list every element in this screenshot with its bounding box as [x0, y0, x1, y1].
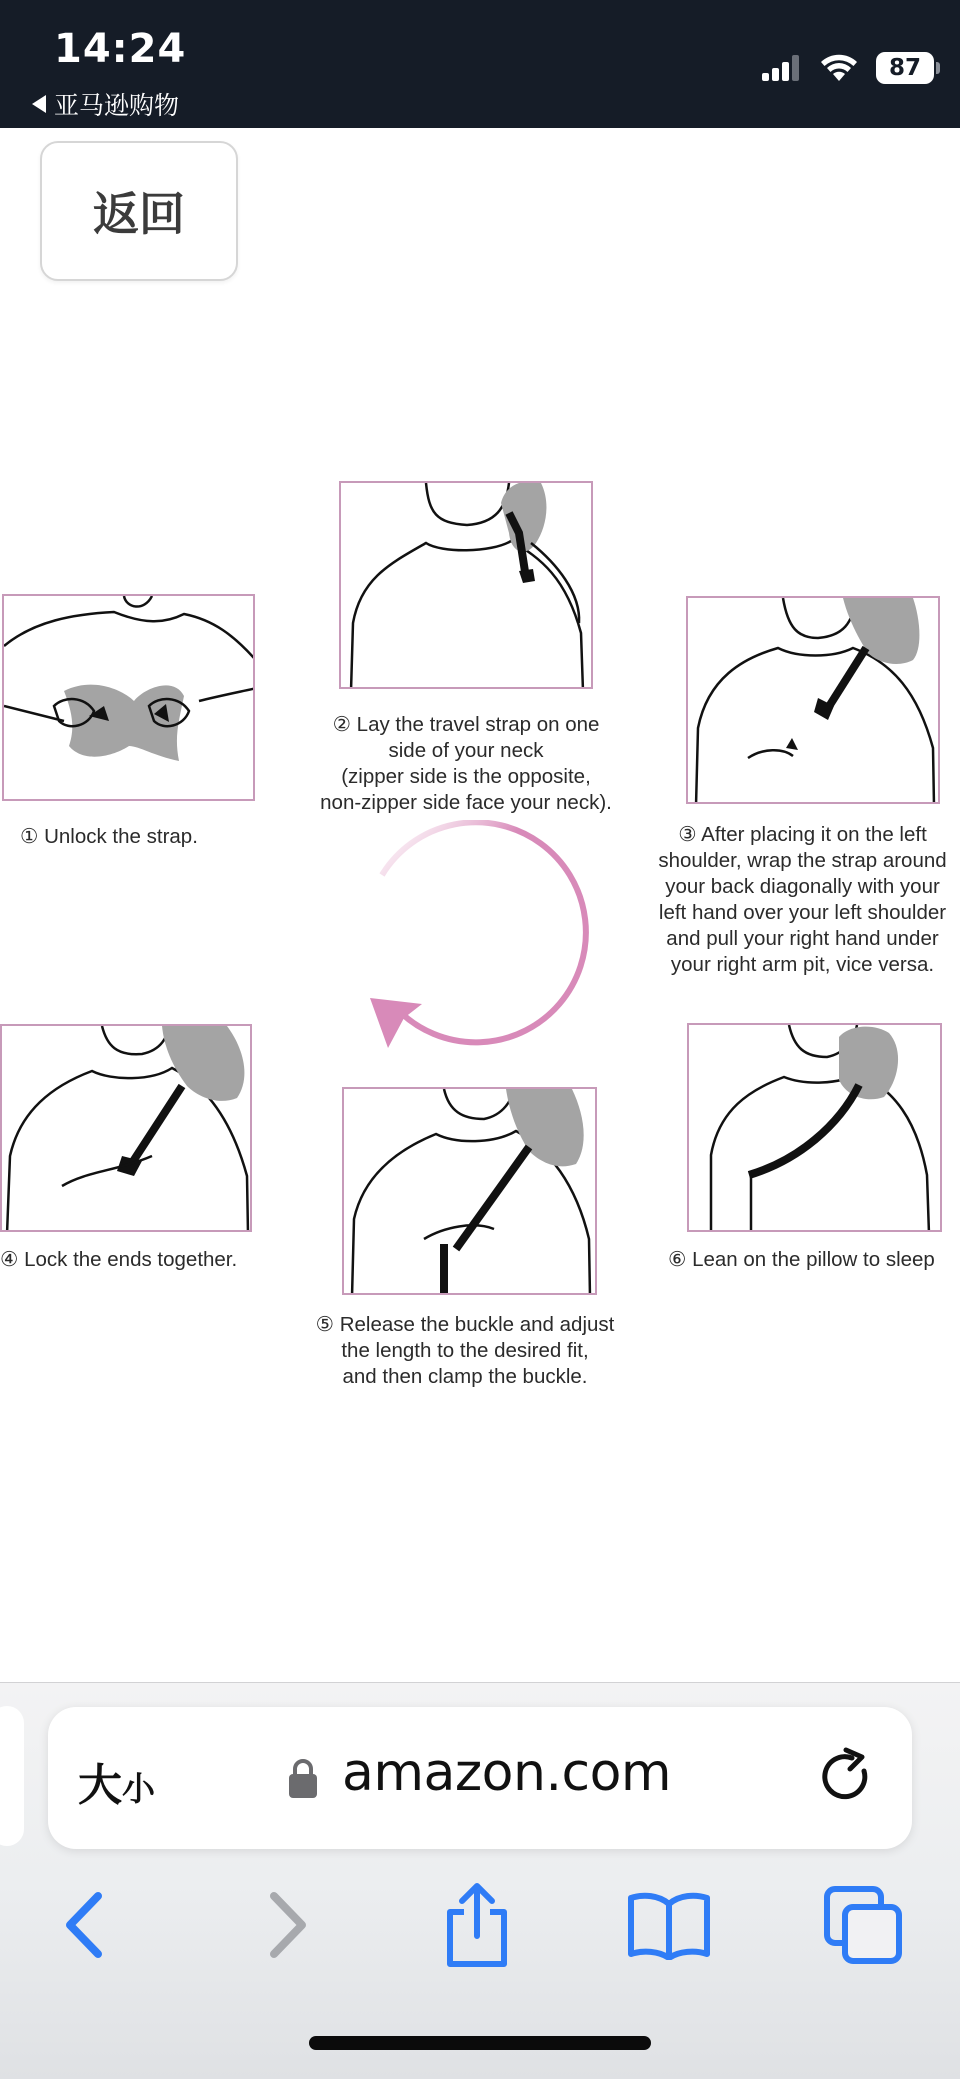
step5-illustration: [342, 1087, 597, 1295]
step1-illustration: [2, 594, 255, 801]
text-size-large: 大: [78, 1760, 122, 1811]
step1-caption: ① Unlock the strap.: [20, 825, 198, 848]
step3-caption: ③ After placing it on the left shoulder, wrap the strap around your back diagonally with your left hand over your left shoulder and pull your right hand under your right arm pit, vice versa.: [658, 823, 947, 976]
battery-indicator: 87: [876, 52, 934, 84]
forward-nav-button[interactable]: [242, 1880, 332, 1970]
back-button[interactable]: 返回: [40, 141, 238, 281]
text-size-small: 小: [122, 1769, 155, 1808]
book-icon: [627, 1890, 711, 1960]
step2-caption: ② Lay the travel strap on one side of your neck (zipper side is the opposite, non-zipper side face your neck).: [320, 713, 612, 814]
browser-toolbar: [0, 1880, 960, 1990]
chevron-left-icon: [60, 1890, 110, 1960]
signal-icon: [762, 55, 802, 81]
wifi-icon: [820, 54, 858, 82]
step4-caption: ④ Lock the ends together.: [0, 1248, 238, 1271]
step5-caption: ⑤ Release the buckle and adjust the length to the desired fit, and then clamp the buckle.: [315, 1313, 615, 1388]
status-time: 14:24: [54, 26, 187, 72]
home-indicator[interactable]: [309, 2036, 651, 2050]
cycle-arrow-icon: [360, 820, 600, 1065]
lock-icon: [288, 1757, 318, 1799]
step4-illustration: [0, 1024, 252, 1232]
back-app-label: 亚马逊购物: [54, 91, 180, 120]
bookmarks-button[interactable]: [624, 1880, 714, 1970]
tabs-button[interactable]: [818, 1880, 908, 1970]
share-icon: [442, 1882, 512, 1968]
step6-illustration: [687, 1023, 942, 1232]
step2-illustration: [339, 481, 593, 689]
url-text[interactable]: amazon.com: [342, 1743, 672, 1803]
address-bar[interactable]: [48, 1707, 912, 1849]
share-button[interactable]: [432, 1880, 522, 1970]
chevron-right-icon: [262, 1890, 312, 1960]
text-size-button[interactable]: [78, 1749, 155, 1813]
back-triangle-icon: [32, 95, 46, 113]
status-bar: [0, 0, 960, 128]
status-indicators: [762, 52, 934, 84]
back-to-app-link[interactable]: [32, 86, 179, 122]
step6-caption: ⑥ Lean on the pillow to sleep: [668, 1248, 935, 1271]
tabs-icon: [823, 1885, 903, 1965]
step3-illustration: [686, 596, 940, 804]
reload-icon[interactable]: [818, 1747, 878, 1807]
previous-tab-preview[interactable]: [0, 1706, 24, 1846]
back-nav-button[interactable]: [40, 1880, 130, 1970]
